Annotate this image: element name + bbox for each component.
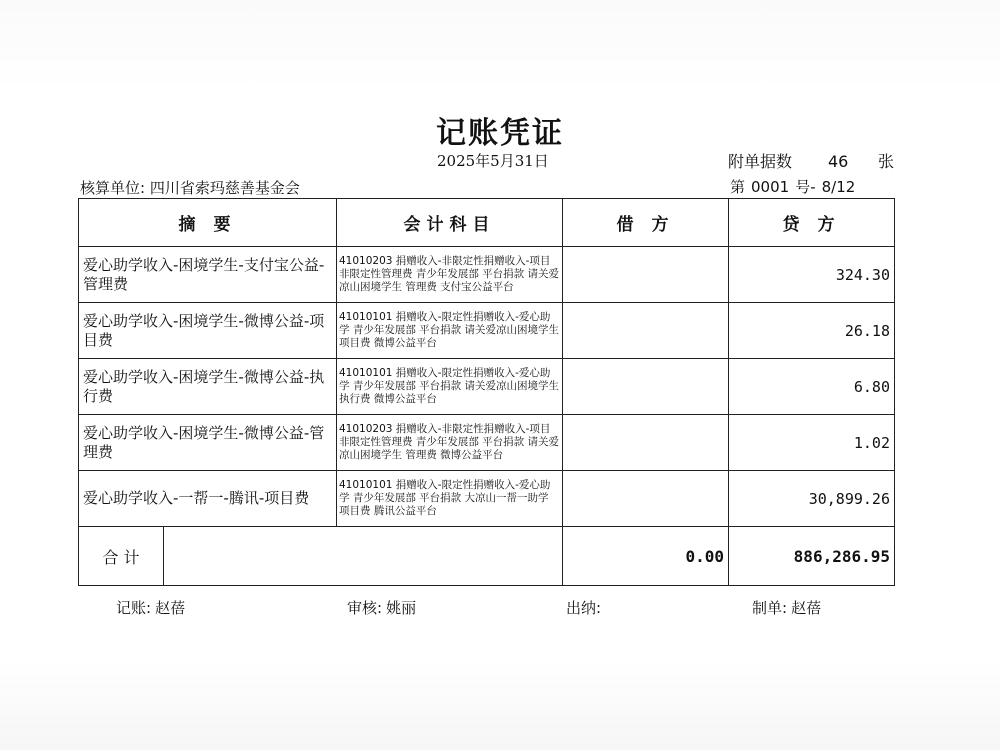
row-debit (563, 359, 729, 415)
row-summary: 爱心助学收入-困境学生-微博公益-执行费 (79, 359, 337, 415)
voucher-prefix: 第 (730, 178, 746, 196)
row-credit: 26.18 (729, 303, 895, 359)
preparer-name: 赵蓓 (791, 599, 822, 617)
total-row (79, 527, 895, 586)
attachment-count (728, 149, 894, 172)
attachment-unit: 张 (878, 152, 895, 171)
attachment-label: 附单据数 (728, 152, 793, 171)
row-account: 41010203 捐赠收入-非限定性捐赠收入-项目非限定性管理费 青少年发展部 平台捐款 请关爱凉山困境学生 管理费 微博公益平台 (337, 415, 563, 471)
col-credit: 贷 方 (729, 199, 895, 247)
row-account: 41010101 捐赠收入-限定性捐赠收入-爱心助学 青少年发展部 平台捐款 请关爱凉山困境学生 项目费 微博公益平台 (337, 303, 563, 359)
total-label-cell (79, 527, 563, 586)
row-credit: 324.30 (729, 247, 895, 303)
row-summary: 爱心助学收入-困境学生-支付宝公益-管理费 (79, 247, 337, 303)
bookkeeper-name: 赵蓓 (155, 599, 186, 617)
row-debit (563, 471, 729, 527)
row-summary: 爱心助学收入-困境学生-微博公益-管理费 (79, 415, 337, 471)
reviewer-signature (347, 597, 416, 618)
reviewer-label: 审核: (347, 599, 383, 617)
voucher-page: 8/12 (821, 178, 856, 196)
accounting-unit (80, 177, 300, 198)
row-credit: 30,899.26 (729, 471, 895, 527)
bookkeeper-label: 记账: (116, 599, 152, 617)
cashier-signature (566, 597, 605, 618)
col-debit: 借 方 (563, 199, 729, 247)
voucher-no: 0001 (751, 178, 790, 196)
table-row (79, 303, 895, 359)
table-row (79, 247, 895, 303)
voucher-table (78, 198, 894, 586)
total-credit: 886,286.95 (729, 527, 895, 586)
unit-name: 四川省索玛慈善基金会 (149, 179, 300, 197)
col-account: 会计科目 (337, 199, 563, 247)
col-summary: 摘 要 (79, 199, 337, 247)
row-credit: 1.02 (729, 415, 895, 471)
row-debit (563, 415, 729, 471)
row-credit: 6.80 (729, 359, 895, 415)
voucher-suffix: 号- (795, 178, 816, 196)
voucher-date: 2025年5月31日 (437, 152, 549, 170)
row-debit (563, 247, 729, 303)
preparer-signature (752, 597, 821, 618)
unit-label: 核算单位: (80, 179, 146, 197)
reviewer-name: 姚丽 (386, 599, 417, 617)
attachment-number: 46 (828, 152, 849, 171)
total-label: 合 计 (79, 527, 164, 585)
row-account: 41010101 捐赠收入-限定性捐赠收入-爱心助学 青少年发展部 平台捐款 请关爱凉山困境学生 执行费 微博公益平台 (337, 359, 563, 415)
bookkeeper-signature (116, 597, 185, 618)
cashier-label: 出纳: (566, 599, 602, 617)
row-debit (563, 303, 729, 359)
voucher-title: 记账凭证 (436, 116, 564, 151)
row-summary: 爱心助学收入-一帮一-腾讯-项目费 (79, 471, 337, 527)
table-row (79, 415, 895, 471)
voucher-number (730, 176, 861, 197)
table-row (79, 471, 895, 527)
row-summary: 爱心助学收入-困境学生-微博公益-项目费 (79, 303, 337, 359)
preparer-label: 制单: (752, 599, 788, 617)
row-account: 41010101 捐赠收入-限定性捐赠收入-爱心助学 青少年发展部 平台捐款 大凉山一帮一助学 项目费 腾讯公益平台 (337, 471, 563, 527)
row-account: 41010203 捐赠收入-非限定性捐赠收入-项目非限定性管理费 青少年发展部 平台捐款 请关爱凉山困境学生 管理费 支付宝公益平台 (337, 247, 563, 303)
total-debit: 0.00 (563, 527, 729, 586)
total-blank (164, 527, 562, 585)
table-header-row (79, 199, 895, 247)
table-row (79, 359, 895, 415)
